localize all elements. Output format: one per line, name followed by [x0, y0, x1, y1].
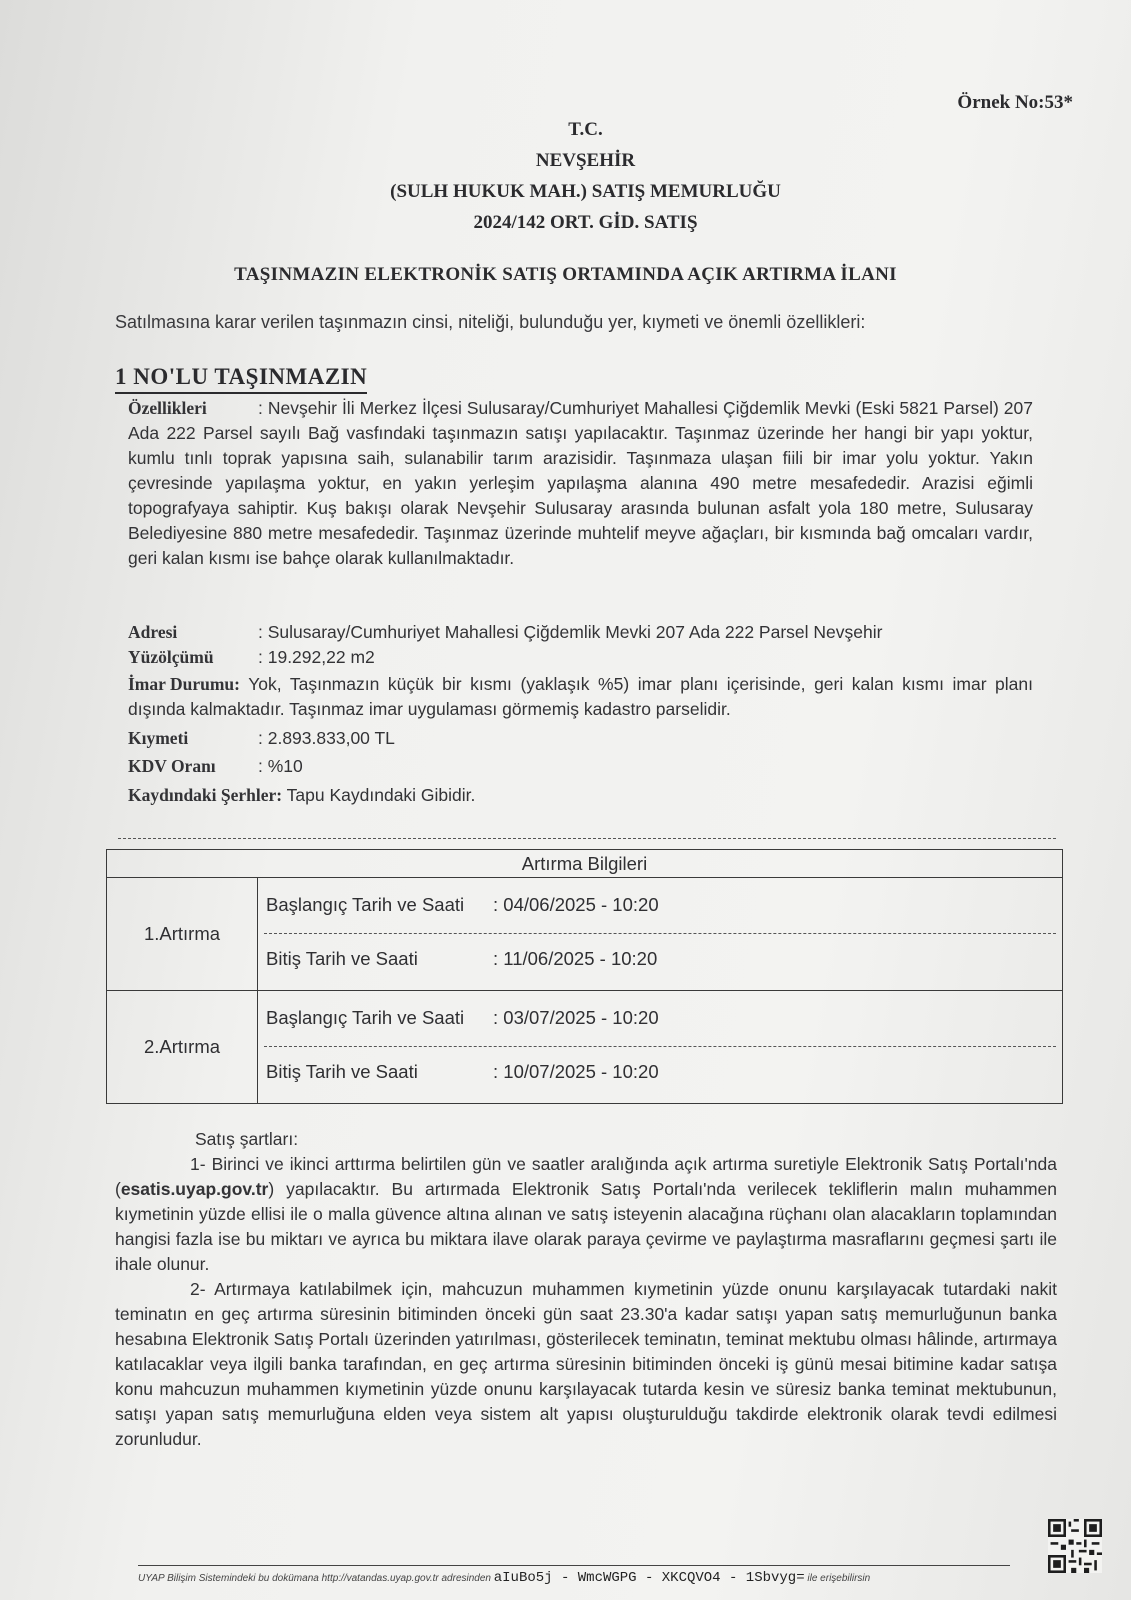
value-label: Kıymeti: [128, 728, 189, 748]
header-city: NEVŞEHİR: [535, 150, 636, 171]
document-header: [0, 114, 1131, 238]
auction-round-name: 1.Artırma: [107, 878, 258, 991]
start-date-line: [266, 894, 659, 916]
auction-round-dates: [258, 991, 1063, 1104]
header-tc: T.C.: [568, 119, 603, 140]
end-date-label: Bitiş Tarih ve Saati: [266, 948, 418, 969]
property-address-block: [128, 620, 1033, 670]
address-value: : Sulusaray/Cumhuriyet Mahallesi Çiğdemlik Mevki 207 Ada 222 Parsel Nevşehir: [258, 622, 883, 642]
end-date-value: : 11/06/2025 - 10:20: [493, 948, 658, 969]
dashed-divider: [264, 933, 1056, 934]
start-date-label: Başlangıç Tarih ve Saati: [266, 894, 465, 915]
vat-label: KDV Oranı: [128, 756, 216, 776]
auction-round-dates: [258, 878, 1063, 991]
auction-table-title: Artırma Bilgileri: [107, 850, 1063, 878]
property-details: [128, 396, 1033, 571]
term-1-part-b: ) yapılacaktır. Bu artırmada Elektronik Satış Portalı'nda verilecek tekliflerin malın muhammen kıymetinin yüzde ellisi ile o malla güvence altına alınan ve satış isteyenin alacağına rüçhanı olan alacakların toplamından hangisi fazla ise bu miktarı ve ayrıca bu miktara ilave olarak paraya çevirme ve paylaştırma masraflarını geçmesi şartı ile ihale olunur.: [115, 1179, 1057, 1274]
term-1-part-a: 1- Birinci ve ikinci arttırma belirtilen gün ve saatler aralığında açık artırma suretiyle Elektronik Satış Portalı'nda (: [115, 1154, 1057, 1199]
zoning-status: [128, 672, 1033, 722]
area-label: Yüzölçümü: [128, 647, 214, 667]
auction-round-name: 2.Artırma: [107, 991, 258, 1104]
sale-terms: [115, 1127, 1057, 1452]
area-row: [128, 645, 1033, 670]
footer-access-code: aIuBo5j - WmcWGPG - XKCQVO4 - 1Sbvyg=: [493, 1570, 805, 1586]
header-office: (SULH HUKUK MAH.) SATIŞ MEMURLUĞU: [390, 181, 781, 202]
start-date-value: : 03/07/2025 - 10:20: [493, 1007, 659, 1028]
zoning-text: Yok, Taşınmazın küçük bir kısmı (yaklaşık %5) imar planı içerisinde, geri kalan kısmı imar planı dışında kalmaktadır. Taşınmaz imar uygulaması görmemiş kadastro parselidir.: [128, 674, 1034, 719]
terms-heading: Satış şartları:: [195, 1129, 299, 1149]
features-label: Özellikleri: [128, 398, 207, 418]
features-text: : Nevşehir İli Merkez İlçesi Sulusaray/Cumhuriyet Mahallesi Çiğdemlik Mevki (Eski 5821 Parsel) 207 Ada 222 Parsel sayılı Bağ vasfındaki taşınmazın satışı yapılacaktır. Taşınmaz üzerinde her hangi bir yapı yoktur, kumlu tınlı toprak yapısına saih, sulanabilir tarım arazisidir. Taşınmaza ulaşan fiili bir imar yolu yoktur. Yakın çevresinde yapılaşma yoktur, en yakın yerleşim yapılaşma alanına 490 metre mesafededir. Arazisi eğimli topografyaya sahiptir. Kuş bakışı olarak Nevşehir Sulusaray arasında bulunan asfalt yola 180 metre, Sulusaray Belediyesine 880 metre mesafededir. Taşınmaz üzerinde muhtelif meyve ağaçları, bir kısmında bağ omcaları vardır, geri kalan kısmı ise bahçe olarak kullanılmaktadır.: [128, 398, 1033, 568]
address-row: [128, 620, 1033, 645]
qr-code-icon: [1048, 1519, 1102, 1573]
dashed-divider: [264, 1046, 1056, 1047]
value-block: [128, 726, 1033, 808]
annotations-row: [128, 783, 1033, 808]
term-1: [115, 1152, 1057, 1277]
area-value: : 19.292,22 m2: [258, 647, 375, 667]
auction-row-1: [107, 878, 1063, 991]
start-date-line: [266, 1007, 659, 1029]
footer-rule: [138, 1565, 1010, 1566]
vat-row: [128, 754, 1033, 779]
sample-number: Örnek No:53*: [957, 92, 1073, 113]
start-date-label: Başlangıç Tarih ve Saati: [266, 1007, 465, 1028]
zoning-label: İmar Durumu:: [128, 674, 240, 694]
end-date-label: Bitiş Tarih ve Saati: [266, 1061, 418, 1082]
value-row: [128, 726, 1033, 751]
end-date-line: [266, 1061, 659, 1083]
end-date-value: : 10/07/2025 - 10:20: [493, 1061, 659, 1082]
property-features: [128, 396, 1033, 571]
footer: [138, 1570, 870, 1586]
annotations-value: Tapu Kaydındaki Gibidir.: [286, 785, 476, 805]
address-label: Adresi: [128, 622, 178, 642]
auction-table-header-row: [107, 850, 1063, 878]
property-heading: 1 NO'LU TAŞINMAZIN: [115, 364, 367, 394]
value-amount: : 2.893.833,00 TL: [258, 728, 395, 748]
footer-prefix: UYAP Bilişim Sistemindeki bu dokümana http://vatandas.uyap.gov.tr adresinden: [138, 1573, 491, 1584]
auction-row-2: [107, 991, 1063, 1104]
vat-value: : %10: [258, 756, 303, 776]
header-file-number: 2024/142 ORT. GİD. SATIŞ: [473, 212, 698, 233]
separator-line: [118, 838, 1056, 839]
auction-table: [106, 849, 1063, 1104]
annotations-label: Kaydındaki Şerhler:: [128, 785, 283, 805]
term-2: 2- Artırmaya katılabilmek için, mahcuzun muhammen kıymetinin yüzde onunu karşılayacak tutardaki nakit teminatın en geç artırma süresinin bitiminden önceki gün saat 23.30'a kadar satışı yapan satış memurluğunun banka hesabına Elektronik Satış Portalı üzerinden yatırılması, gösterilecek teminatın, teminat mektubu olması hâlinde, artırmaya katılacaklar veya ilgili banka tarafından, en geç artırma süresinin bitiminden önceki iş günü mesai bitimine kadar satışa konu mahcuzun muhammen kıymetinin yüzde onunu karşılayacak tutarda kesin ve süresiz banka teminat mektubunun, satışı yapan satış memurluğuna elden veya sistem alt yapısı oluşturulduğu takdirde elektronik olarak tevdi edilmesi zorunludur.: [115, 1279, 1057, 1449]
esatis-link[interactable]: esatis.uyap.gov.tr: [120, 1179, 269, 1199]
end-date-line: [266, 948, 657, 970]
zoning-block: [128, 672, 1033, 722]
start-date-value: : 04/06/2025 - 10:20: [493, 894, 659, 915]
intro-text: Satılmasına karar verilen taşınmazın cinsi, niteliği, bulunduğu yer, kıymeti ve önemli özellikleri:: [115, 312, 866, 332]
announcement-title: TAŞINMAZIN ELEKTRONİK SATIŞ ORTAMINDA AÇIK ARTIRMA İLANI: [234, 264, 897, 285]
footer-suffix: ile erişebilirsin: [807, 1573, 871, 1584]
